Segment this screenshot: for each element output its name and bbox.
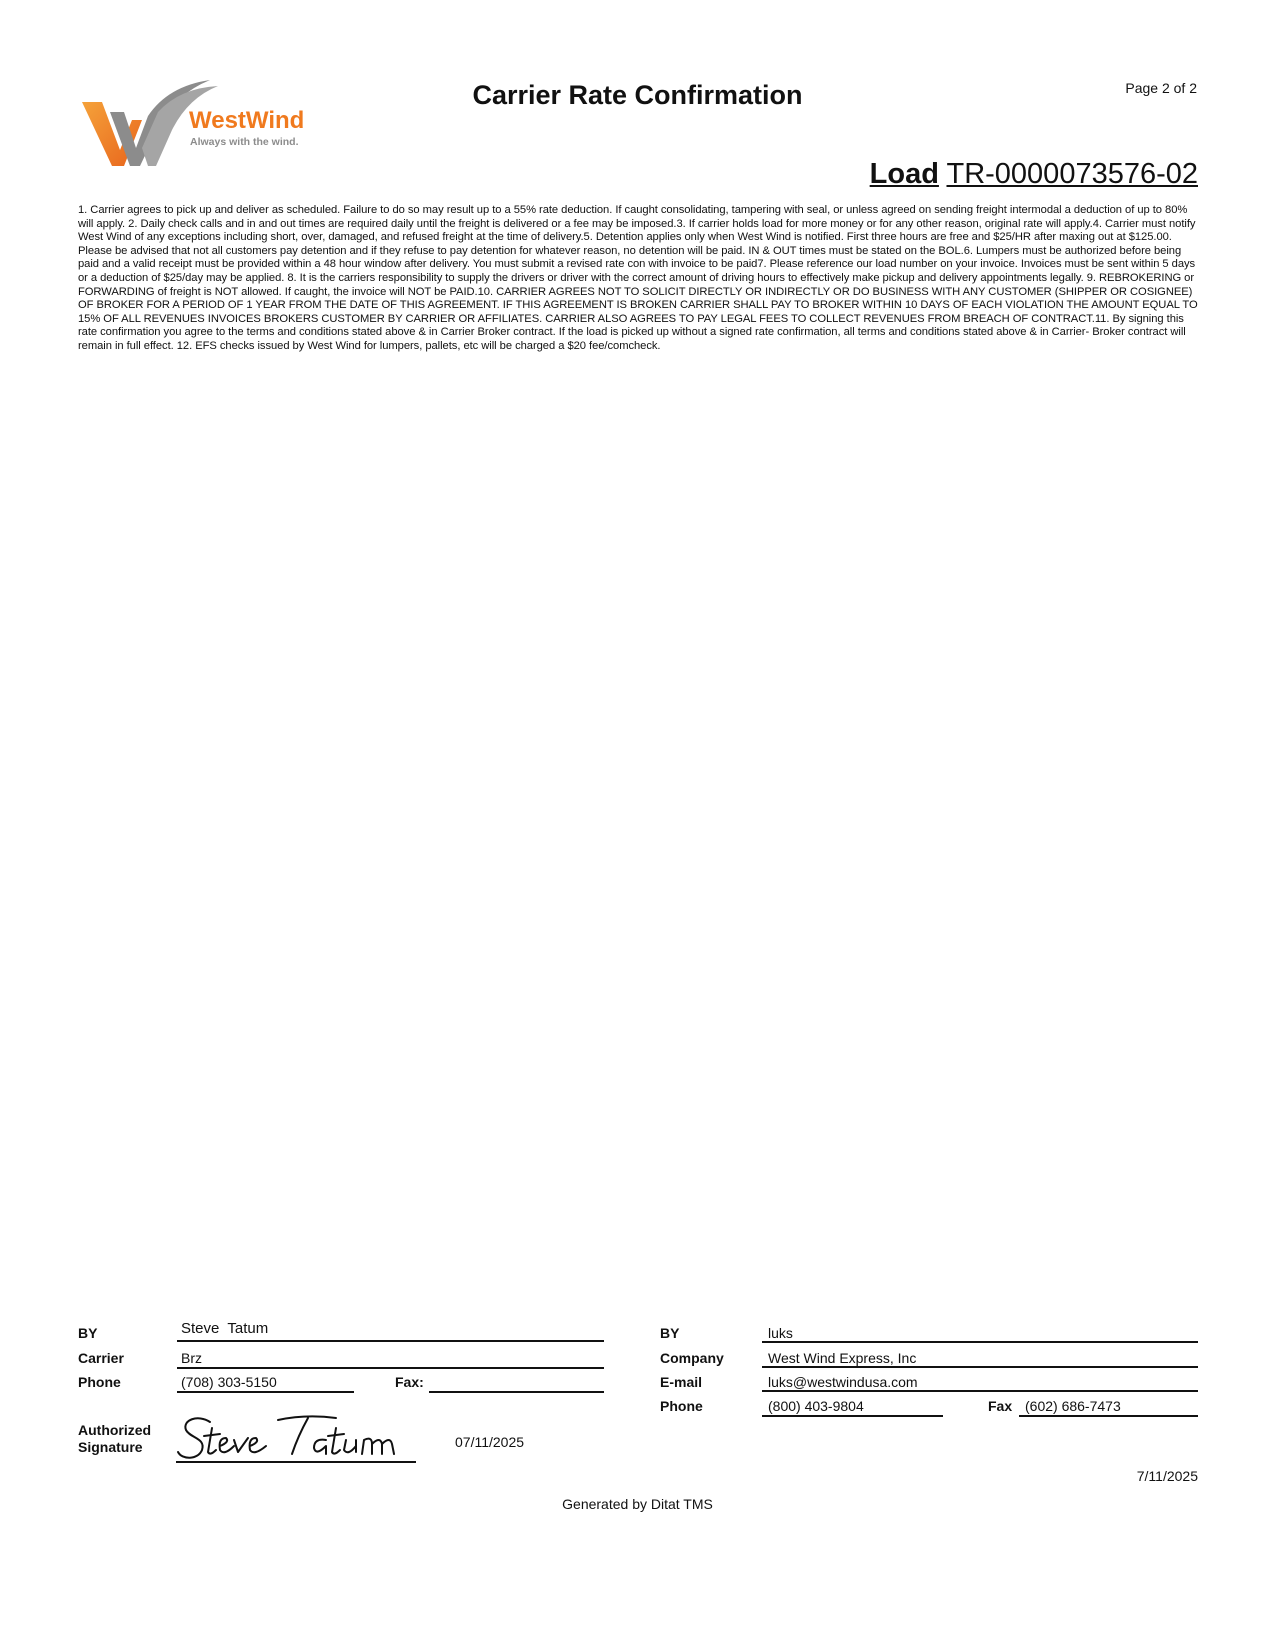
load-number: TR-0000073576-02 bbox=[946, 158, 1198, 190]
carrier-phone-line bbox=[177, 1391, 354, 1393]
broker-fax-label: Fax bbox=[988, 1398, 1013, 1414]
authorized-signature-label bbox=[78, 1422, 151, 1456]
broker-fax-value: (602) 686-7473 bbox=[1025, 1398, 1121, 1414]
logo-tagline: Always with the wind. bbox=[190, 136, 299, 148]
broker-fax-line bbox=[1019, 1415, 1198, 1417]
carrier-by-value: Steve Tatum bbox=[181, 1320, 269, 1337]
carrier-value: Brz bbox=[181, 1350, 202, 1366]
broker-email-label: E-mail bbox=[660, 1374, 703, 1390]
carrier-label: Carrier bbox=[78, 1350, 124, 1366]
broker-phone-value: (800) 403-9804 bbox=[768, 1398, 864, 1414]
broker-email-line bbox=[762, 1390, 1198, 1392]
broker-company-line bbox=[762, 1366, 1198, 1368]
carrier-by-line bbox=[177, 1340, 604, 1342]
broker-date: 7/11/2025 bbox=[1136, 1468, 1198, 1484]
load-label: Load bbox=[869, 158, 939, 190]
signature-image bbox=[176, 1410, 416, 1466]
broker-email-value: luks@westwindusa.com bbox=[768, 1374, 918, 1390]
handwritten-signature bbox=[176, 1410, 416, 1466]
broker-phone-line bbox=[762, 1415, 943, 1417]
signature-label: Signature bbox=[78, 1439, 143, 1455]
carrier-by-label: BY bbox=[78, 1325, 98, 1341]
carrier-signature-date: 07/11/2025 bbox=[455, 1434, 525, 1450]
broker-phone-label: Phone bbox=[660, 1398, 703, 1414]
broker-by-value: luks bbox=[768, 1325, 793, 1341]
carrier-fax-label: Fax: bbox=[395, 1374, 424, 1390]
authorized-label: Authorized bbox=[78, 1422, 152, 1438]
broker-company-label: Company bbox=[660, 1350, 724, 1366]
generated-by-footer: Generated by Ditat TMS bbox=[562, 1496, 713, 1512]
broker-company-value: West Wind Express, Inc bbox=[768, 1350, 917, 1366]
load-number-heading bbox=[870, 158, 1198, 191]
broker-by-label: BY bbox=[660, 1325, 680, 1341]
page-number: Page 2 of 2 bbox=[1125, 80, 1197, 96]
carrier-fax-line bbox=[429, 1391, 604, 1393]
carrier-phone-label: Phone bbox=[78, 1374, 121, 1390]
logo-wordmark: WestWind bbox=[189, 107, 305, 134]
document-title: Carrier Rate Confirmation bbox=[472, 80, 803, 110]
carrier-phone-value: (708) 303-5150 bbox=[181, 1374, 277, 1390]
broker-by-line bbox=[762, 1341, 1198, 1343]
terms-and-conditions: 1. Carrier agrees to pick up and deliver as scheduled. Failure to do so may result up to a 55% rate deduction. If caught consolidating, tampering with seal, or unless agreed on sending freight intermodal a deduction of up to 80% will apply. 2. Daily check calls and in and out times are required daily until the freight is delivered or a fee may be imposed.3. If carrier holds load for more money or for any other reason, original rate will apply.4. Carrier must notify West Wind of any exceptions including short, over, damaged, and refused freight at the time of delivery.5. Detention applies only when West Wind is notified. First three hours are free and $25/HR after maxing out at $125.00. Please be advised that not all customers pay detention and if they refuse to pay detention for whatever reason, no detention will be paid. IN & OUT times must be stated on the BOL.6. Lumpers must be authorized before being paid and a valid receipt must be provided within a 48 hour window after delivery. You must submit a revised rate con with invoice to be paid7. Please reference our load number on your invoice. Invoices must be sent within 5 days or a deduction of $25/day may be applied. 8. It is the carriers responsibility to supply the drivers or driver with the correct amount of driving hours to effectively make pickup and delivery appointments legally. 9. REBROKERING or FORWARDING of freight is NOT allowed. If caught, the invoice will NOT be PAID.10. CARRIER AGREES NOT TO SOLICIT DIRECTLY OR INDIRECTLY OR DO BUSINESS WITH ANY CUSTOMER (SHIPPER OR COSIGNEE) OF BROKER FOR A PERIOD OF 1 YEAR FROM THE DATE OF THIS AGREEMENT. IF THIS AGREEMENT IS BROKEN CARRIER SHALL PAY TO BROKER WITHIN 10 DAYS OF EACH VIOLATION THE AMOUNT EQUAL TO 15% OF ALL REVENUES INVOICES BROKERS CUSTOMER BY CARRIER OR AFFILIATES. CARRIER ALSO AGREES TO PAY LEGAL FEES TO COLLECT REVENUES FROM BREACH OF CONTRACT.11. By signing this rate confirmation you agree to the terms and conditions stated above & in Carrier Broker contract. If the load is picked up without a signed rate confirmation, all terms and conditions stated above & in Carrier- Broker contract will remain in full effect. 12. EFS checks issued by West Wind for lumpers, pallets, etc will be charged a $20 fee/comcheck. bbox=[78, 204, 1198, 352]
carrier-line bbox=[177, 1367, 604, 1369]
